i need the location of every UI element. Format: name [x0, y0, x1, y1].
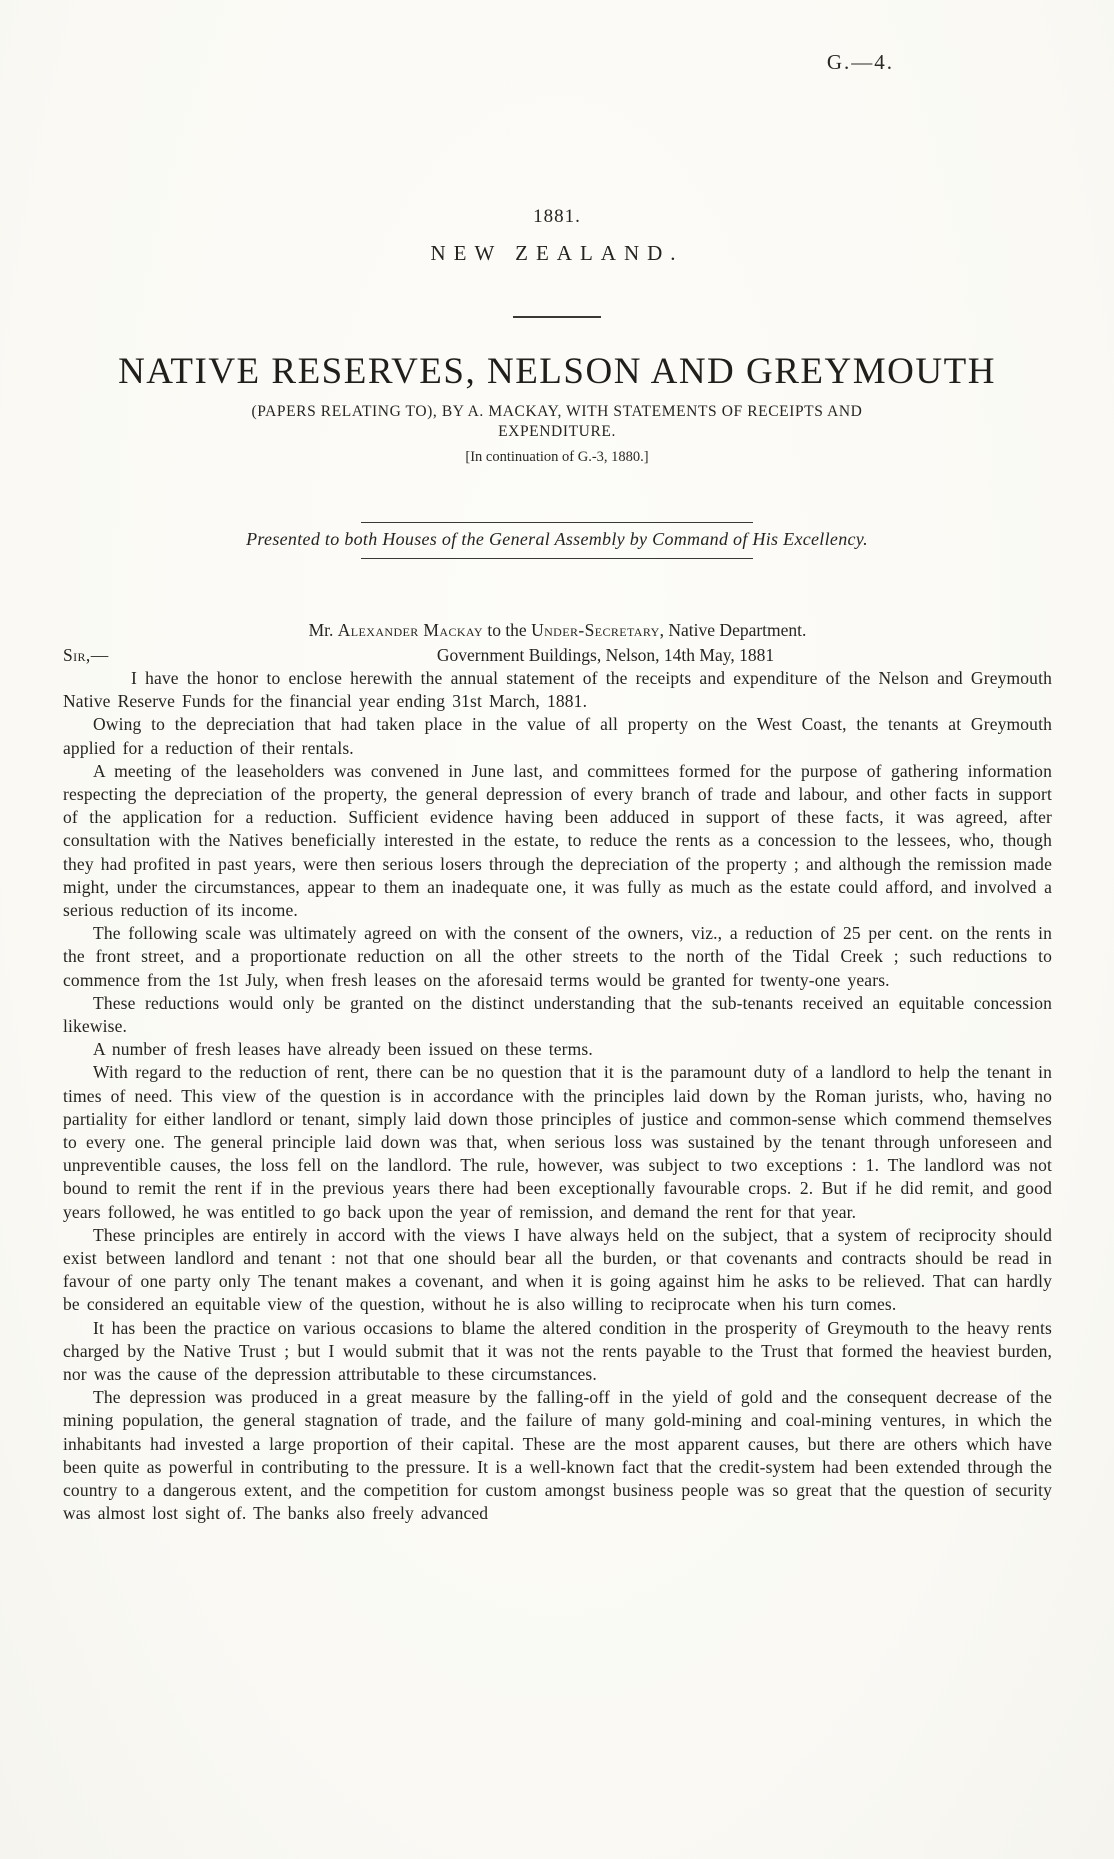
letter-paragraph: The following scale was ultimately agreed on with the consent of the owners, viz., a reduction of 25 per cent. on the rents in the front street, and a proportionate reduction on all the other streets to the north of the Tidal Creek ; such reductions to commence from the 1st July, when fresh leases on the aforesaid terms would be granted for twenty-one years. — [63, 923, 1052, 990]
letter-paragraph: These reductions would only be granted on the distinct understanding that the sub-tenants received an equitable concession likewise. — [63, 992, 1052, 1036]
subtitle-line-2: EXPENDITURE. — [498, 422, 616, 440]
letter-paragraph: It has been the practice on various occasions to blame the altered condition in the prosperity of Greymouth to the heavy rents charged by the Native Trust ; but I would submit that it was not the rents payable to the Trust that formed the heaviest burden, nor was the cause of the depression attributable to these circumstances. — [63, 1317, 1052, 1384]
title-block — [0, 352, 1114, 466]
continuation-note: [In continuation of G.-3, 1880.] — [465, 448, 649, 465]
document-subtitle — [0, 402, 1114, 442]
subtitle-line-1: (PAPERS RELATING TO), BY A. MACKAY, WITH STATEMENTS OF RECEIPTS AND — [251, 402, 863, 420]
presented-block — [0, 522, 1114, 559]
letter-paragraph: These principles are entirely in accord with the views I have always held on the subject, that a system of reciprocity should exist between landlord and tenant : not that one should bear all the burden, or that covenants and contracts should be read in favour of one party only The tenant makes a covenant, and when it is going against him he asks to be relieved. That can hardly be considered an equitable view of the question, without he is also willing to reciprocate when his turn comes. — [63, 1224, 1052, 1315]
salutation-line — [63, 644, 1052, 667]
masthead — [0, 0, 1114, 318]
letter-heading-connector: to the — [482, 619, 532, 640]
dateline: Government Buildings, Nelson, 14th May, 1881 — [436, 644, 775, 665]
letter-paragraph: Owing to the depreciation that had taken place in the value of all property on the West Coast, the tenants at Greymouth applied for a reduction of their rentals. — [63, 714, 1052, 758]
presented-line: Presented to both Houses of the General Assembly by Command of His Excellency. — [246, 528, 868, 549]
letter-paragraph: A meeting of the leaseholders was convened in June last, and committees formed for the purpose of gathering information respecting the depreciation of the property, the general depression of every branch of trade and labour, and other facts in support of the application for a reduction. Sufficient evidence having been adduced in support of these facts, it was agreed, after consultation with the Natives beneficially interested in the estate, to reduce the rents as a concession to the lessees, who, though they had profited in past years, were then serious losers through the depreciation of the property ; and although the remission made might, under the circumstances, appear to them an inadequate one, it was fully as much as the estate could afford, and involved a serious reduction of its income. — [63, 760, 1052, 920]
letter-paragraph: I have the honor to enclose herewith the annual statement of the receipts and expenditure of the Nelson and Greymouth Native Reserve Funds for the financial year ending 31st March, 1881. — [63, 667, 1052, 712]
presented-divider-bottom — [361, 558, 753, 559]
document-title: NATIVE RESERVES, NELSON AND GREYMOUTH — [118, 351, 996, 392]
document-reference: G.—4. — [826, 50, 894, 74]
letter-paragraph: The depression was produced in a great measure by the falling-off in the yield of gold and the consequent decrease of the mining population, the general stagnation of trade, and the failure of many gold-mining and coal-mining ventures, in which the inhabitants had invested a large proportion of their capital. These are the most apparent causes, but there are others which have been quite as powerful in contributing to the pressure. It is a well-known fact that the credit-system had been extended through the country to a dangerous extent, and the competition for custom amongst business people was so great that the question of security was almost lost sight of. The banks also freely advanced — [63, 1387, 1052, 1524]
letter-sender-name: Alexander Mackay — [337, 619, 483, 640]
letter-paragraph: With regard to the reduction of rent, there can be no question that it is the paramount duty of a landlord to help the tenant in times of need. This view of the question is in accordance with the principles laid down by the Roman jurists, who, having no partiality for either landlord or tenant, simply laid down those principles of justice and common-sense which commend themselves to every one. The general principle laid down was that, when serious loss was sustained by the tenant through unforeseen and unpreventible causes, the loss fell on the landlord. The rule, however, was subject to two exceptions : 1. The landlord was not bound to remit the rent if in the previous years there had been exceptionally favourable crops. 2. But if he did remit, and good years followed, he was entitled to go back upon the year of remission, and demand the rent for that year. — [63, 1062, 1052, 1222]
country-heading: NEW ZEALAND. — [430, 241, 684, 265]
salutation: Sir,— — [63, 644, 109, 665]
letter-heading-suffix: , Native Department. — [659, 619, 807, 640]
letter-heading — [63, 619, 1052, 642]
letter-body — [63, 619, 1052, 1526]
letter-heading-prefix: Mr. — [308, 619, 338, 640]
masthead-divider — [513, 316, 601, 318]
letter-paragraph: A number of fresh leases have already been issued on these terms. — [93, 1039, 593, 1060]
year-heading: 1881. — [533, 206, 581, 227]
letter-recipient-name: Under-Secretary — [531, 619, 660, 640]
